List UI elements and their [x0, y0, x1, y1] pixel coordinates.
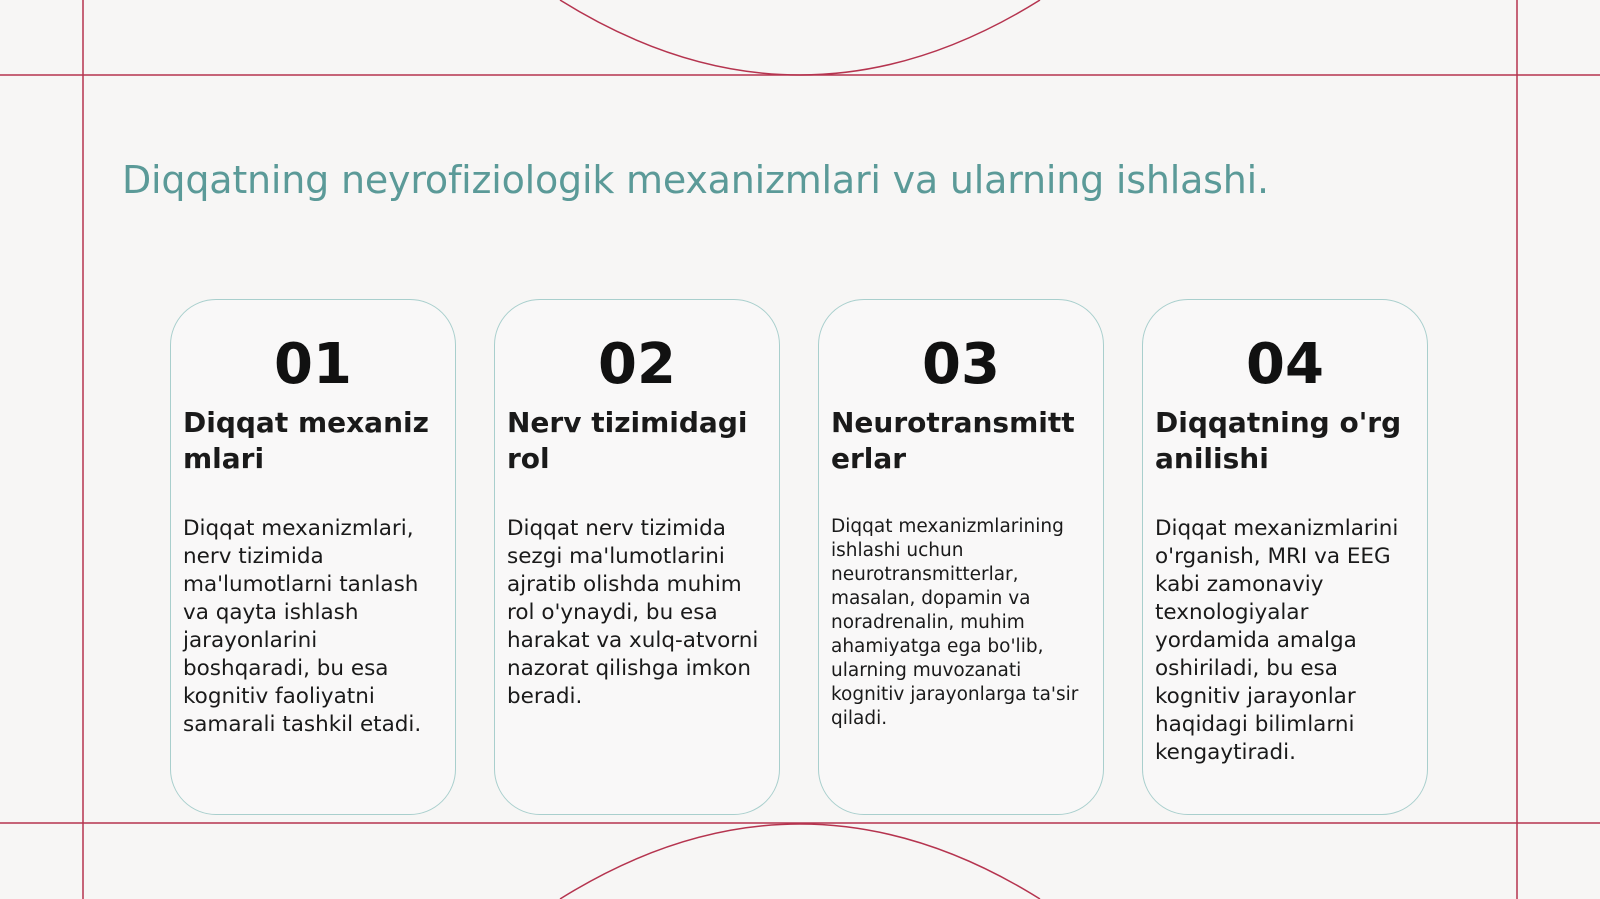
- card-04: [1142, 299, 1428, 815]
- card-heading: Diqqatning o'rganilishi: [1155, 406, 1402, 475]
- card-number: 02: [598, 332, 676, 397]
- card-text: Diqqat nerv tizimida sezgi ma'lumotlarini ajratib olishda muhim rol o'ynaydi, bu esa harakat va xulq-atvorni nazorat qilishga imkon beradi.: [507, 516, 759, 709]
- frame-arc-bottom: [560, 824, 1040, 899]
- card-heading: Nerv tizimidagi rol: [507, 406, 748, 475]
- card-text: Diqqat mexanizmlari, nerv tizimida ma'lumotlarni tanlash va qayta ishlash jarayonlarini boshqaradi, bu esa kognitiv faoliyatni samarali tashkil etadi.: [183, 516, 422, 737]
- card-heading: Neurotransmitterlar: [831, 406, 1075, 475]
- frame-arc-top: [560, 0, 1040, 75]
- card-number: 04: [1246, 332, 1324, 397]
- card-01: [170, 299, 456, 815]
- card-text: Diqqat mexanizmlarini o'rganish, MRI va EEG kabi zamonaviy texnologiyalar yordamida amalga oshiriladi, bu esa kognitiv jarayonlar haqidagi bilimlarni kengaytiradi.: [1155, 516, 1399, 765]
- card-number: 03: [922, 332, 1000, 397]
- card-text: Diqqat mexanizmlarining ishlashi uchun neurotransmitterlar, masalan, dopamin va noradrenalin, muhim ahamiyatga ega bo'lib, ularning muvozanati kognitiv jarayonlarga ta'sir qiladi.: [831, 516, 1079, 729]
- card-03: [818, 299, 1104, 815]
- card-number: 01: [274, 332, 352, 397]
- slide-title: Diqqatning neyrofiziologik mexanizmlari va ularning ishlashi.: [122, 158, 1269, 202]
- card-heading: Diqqat mexanizmlari: [183, 406, 429, 475]
- card-02: [494, 299, 780, 815]
